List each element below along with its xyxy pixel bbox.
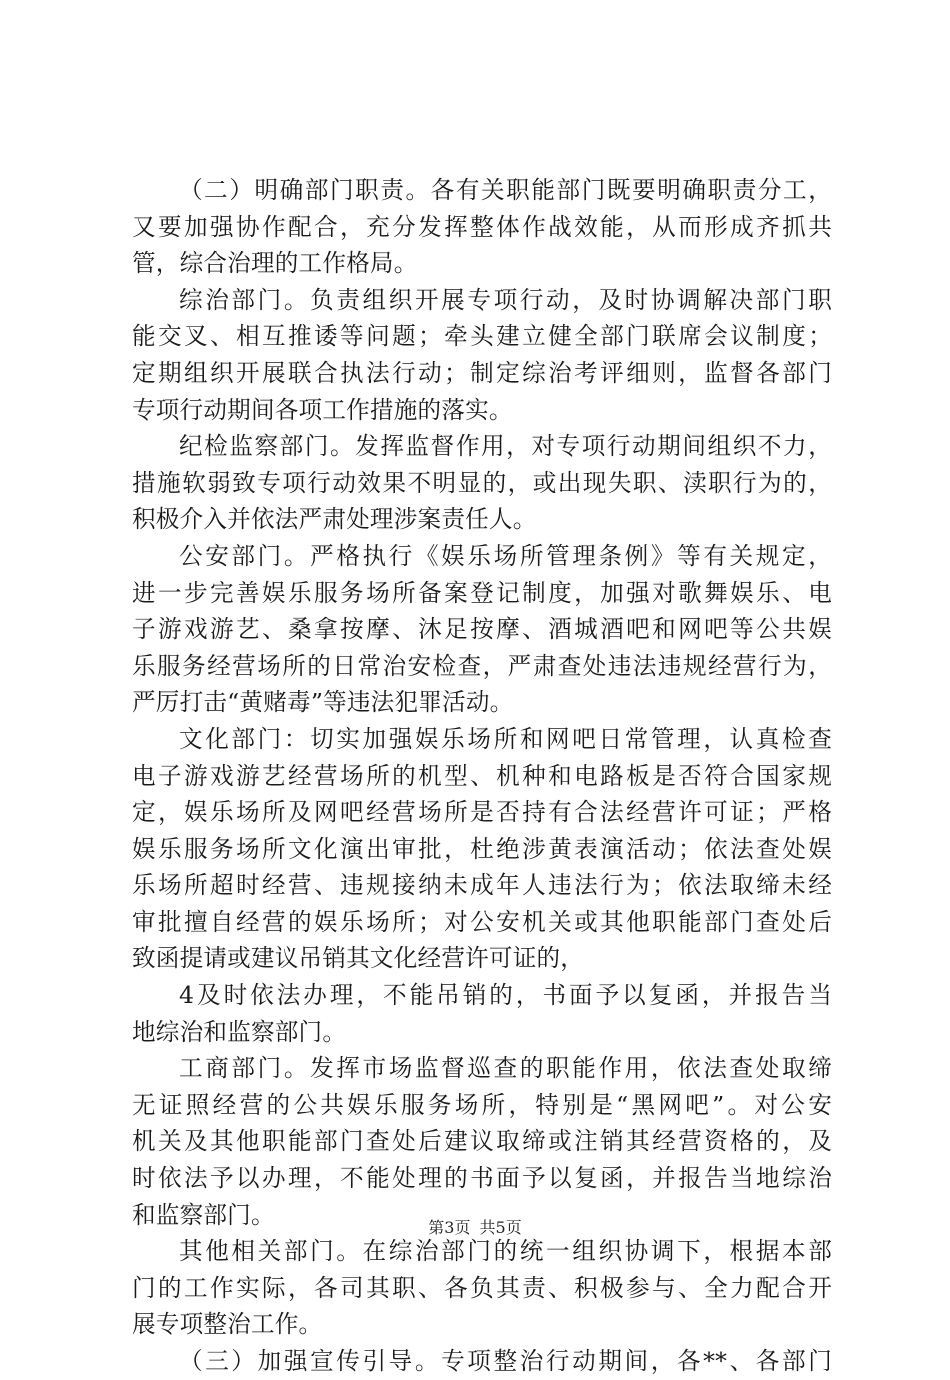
- text-line: 4及时依法办理，不能吊销的，书面予以复函，并报告当: [179, 981, 832, 1010]
- text-line: 致函提请或建议吊销其文化经营许可证的，: [132, 944, 585, 973]
- text-line: 无证照经营的公共娱乐服务场所，特别是“黑网吧”。对公安: [132, 1090, 832, 1119]
- text-line: 乐场所超时经营、违规接纳未成年人违法行为；依法取缔未经: [132, 871, 832, 900]
- page-number: 第3页: [428, 1218, 471, 1237]
- text-line: 其他相关部门。在综治部门的统一组织协调下，根据本部: [179, 1237, 832, 1266]
- text-line: 定，娱乐场所及网吧经营场所是否持有合法经营许可证；严格: [132, 798, 832, 827]
- text-line: 地综治和监察部门。: [132, 1017, 347, 1046]
- text-line: 娱乐服务场所文化演出审批，杜绝涉黄表演活动；依法查处娱: [132, 834, 832, 863]
- text-line: 子游戏游艺、桑拿按摩、沐足按摩、酒城酒吧和网吧等公共娱: [132, 615, 832, 644]
- text-line: 公安部门。严格执行《娱乐场所管理条例》等有关规定，: [179, 541, 832, 570]
- text-line: 积极介入并依法严肃处理涉案责任人。: [132, 505, 537, 534]
- text-line: 严厉打击“黄赌毒”等违法犯罪活动。: [132, 688, 514, 717]
- text-line: 工商部门。发挥市场监督巡查的职能作用，依法查处取缔: [179, 1054, 832, 1083]
- text-line: 措施软弱致专项行动效果不明显的，或出现失职、渎职行为的，: [132, 468, 832, 497]
- page-footer: [0, 1215, 950, 1238]
- text-line: 管，综合治理的工作格局。: [132, 249, 418, 278]
- text-line: 定期组织开展联合执法行动；制定综治考评细则，监督各部门: [132, 358, 832, 387]
- text-line: 电子游戏游艺经营场所的机型、机种和电路板是否符合国家规: [132, 761, 832, 790]
- text-line: 综治部门。负责组织开展专项行动，及时协调解决部门职: [179, 285, 832, 314]
- text-line: 审批擅自经营的娱乐场所；对公安机关或其他职能部门查处后: [132, 907, 832, 936]
- text-line: 进一步完善娱乐服务场所备案登记制度，加强对歌舞娱乐、电: [132, 578, 832, 607]
- text-line: 乐服务经营场所的日常治安检查，严肃查处违法违规经营行为，: [132, 651, 832, 680]
- text-line: 专项行动期间各项工作措施的落实。: [132, 395, 513, 424]
- text-line: 能交叉、相互推诿等问题；牵头建立健全部门联席会议制度；: [132, 322, 832, 351]
- text-line: 机关及其他职能部门查处后建议取缔或注销其经营资格的，及: [132, 1127, 832, 1156]
- text-line: 时依法予以办理，不能处理的书面予以复函，并报告当地综治: [132, 1164, 832, 1193]
- text-line: 文化部门：切实加强娱乐场所和网吧日常管理，认真检查: [179, 724, 832, 753]
- text-line: 又要加强协作配合，充分发挥整体作战效能，从而形成齐抓共: [132, 212, 832, 241]
- page-total: 共5页: [479, 1218, 522, 1237]
- text-line: 门的工作实际，各司其职、各负其责、积极参与、全力配合开: [132, 1273, 832, 1302]
- document-body: [132, 172, 832, 1380]
- text-line: （三）加强宣传引导。专项整治行动期间，各**、各部门: [179, 1347, 832, 1375]
- text-line: 展专项整治工作。: [132, 1310, 323, 1339]
- text-line: 纪检监察部门。发挥监督作用，对专项行动期间组织不力，: [179, 432, 832, 461]
- text-line: （二）明确部门职责。各有关职能部门既要明确职责分工，: [179, 176, 832, 204]
- text-line: 和监察部门。: [132, 1200, 275, 1229]
